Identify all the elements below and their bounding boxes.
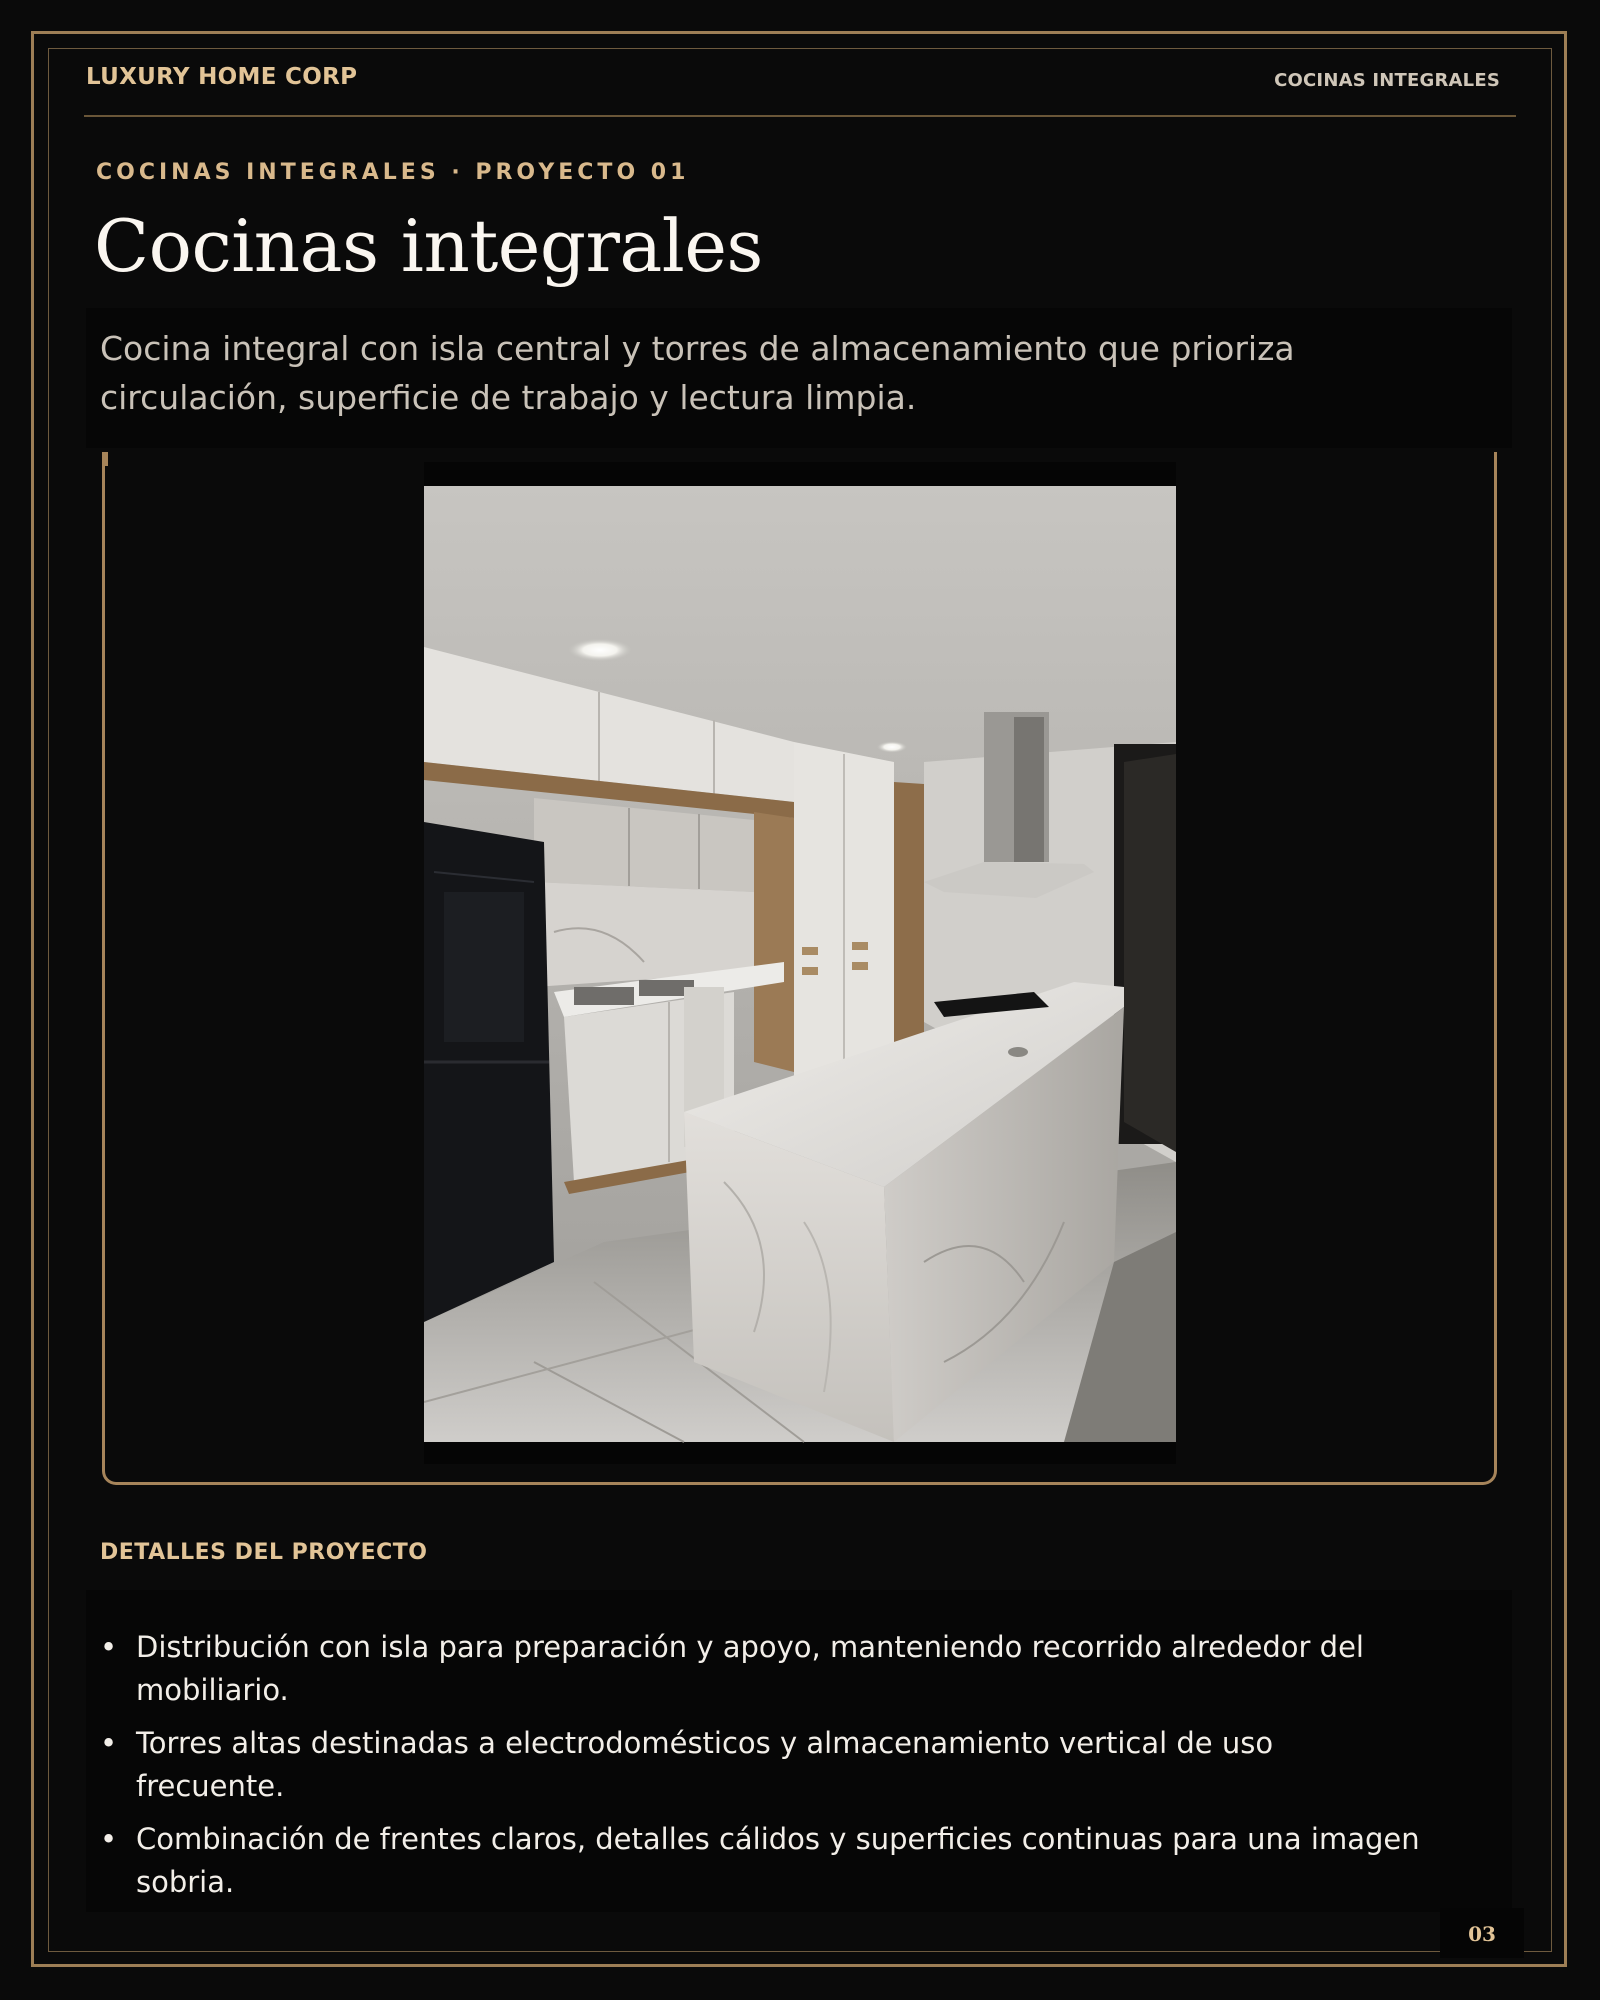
details-list	[100, 1626, 1420, 1914]
lead-paragraph: Cocina integral con isla central y torres de almacenamiento que prioriza circulación, superficie de trabajo y lectura limpia.	[100, 329, 1295, 417]
brand-name: LUXURY HOME CORP	[86, 64, 358, 90]
page-title: Cocinas integrales	[94, 204, 763, 288]
project-eyebrow: COCINAS INTEGRALES · PROYECTO 01	[96, 160, 690, 185]
page-number: 03	[1468, 1922, 1496, 1946]
header-divider	[84, 115, 1516, 117]
kitchen-photo	[424, 462, 1176, 1464]
detail-item: • Distribución con isla para preparación y apoyo, manteniendo recorrido alrededor del mobiliario.	[100, 1626, 1420, 1712]
detail-item: • Torres altas destinadas a electrodomésticos y almacenamiento vertical de uso frecuente.	[100, 1722, 1420, 1808]
detail-item: • Combinación de frentes claros, detalles cálidos y superficies continuas para una imagen sobria.	[100, 1818, 1420, 1904]
section-label: COCINAS INTEGRALES	[1274, 70, 1500, 91]
details-heading: DETALLES DEL PROYECTO	[100, 1540, 428, 1565]
